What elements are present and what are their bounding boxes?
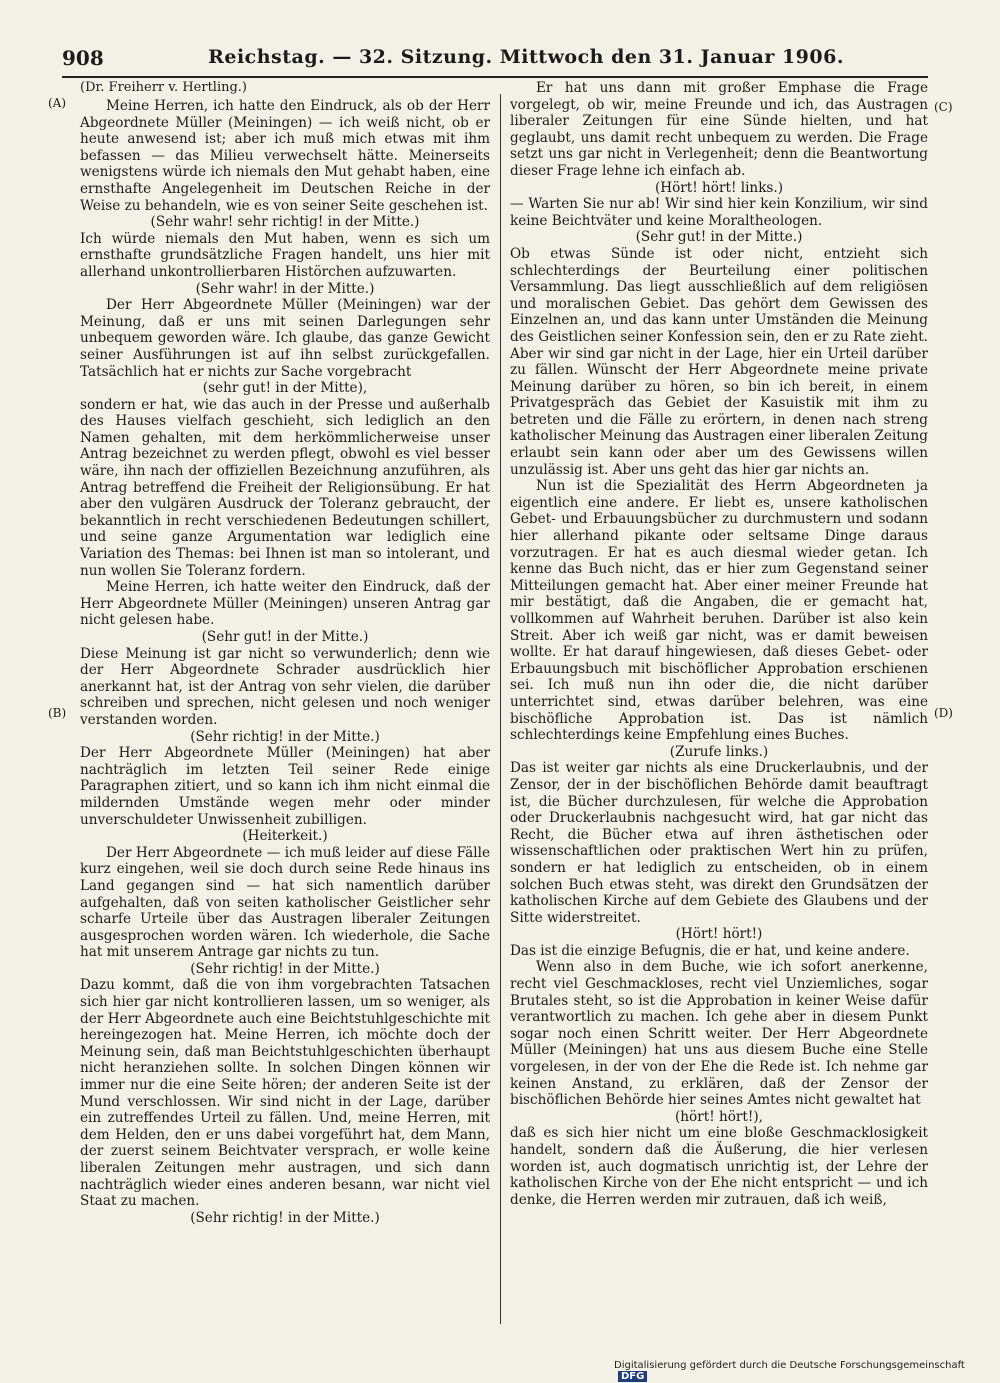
column-divider <box>500 94 501 1324</box>
paragraph: Dazu kommt, daß die von ihm vorgebrachten Tatsachen sich hier gar nicht kontrollieren lassen, um so weniger, als der Herr Abgeordnete auch eine Beichtstuhlgeschichte mit hereingezogen hat. Meine Herren, ich möchte doch der Meinung sein, daß man Beichtstuhlgeschichten überhaupt nicht heranziehen sollte. In solchen Dingen können wir immer nur die eine Seite hören; der anderen Seite ist der Mund verschlossen. Wir sind nicht in der Lage, darüber ein zutreffendes Urteil zu fällen. Und, meine Herren, mit dem Helden, den er uns dabei vorgeführt hat, dem Mann, der zuerst seinem Beichtvater versprach, er wolle keine liberalen Zeitungen mehr austragen, und sich dann nachträglich wieder eines anderen besann, war nicht viel Staat zu machen. <box>80 977 490 1210</box>
interjection: (hört! hört!), <box>675 1108 763 1125</box>
paragraph: Er hat uns dann mit großer Emphase die Frage vorgelegt, ob wir, meine Freunde und ich, das Austragen liberaler Zeitungen für eine Sünde hielten, und hat geglaubt, uns damit recht unbequem zu werden. Die Frage setzt uns gar nicht in Verlegenheit; denn die Beantwortung dieser Frage lehne ich einfach ab. <box>510 80 928 179</box>
right-column <box>510 80 928 1208</box>
interjection: (Zurufe links.) <box>669 743 769 760</box>
interjection: (sehr gut! in der Mitte), <box>202 380 368 397</box>
paragraph: Meine Herren, ich hatte weiter den Eindruck, daß der Herr Abgeordnete Müller (Meiningen) unseren Antrag gar nicht gelesen habe. <box>80 579 490 629</box>
paragraph: Meine Herren, ich hatte den Eindruck, als ob der Herr Abgeordnete Müller (Meiningen) — ich weiß nicht, ob er heute anwesend ist; aber ich muß mich etwas mit ihm befassen — das Milieu verwechselt hätte. Meinerseits wenigstens würde ich niemals den Mut gehabt haben, eine ernsthafte Angelegenheit im Deutschen Reiche in der Weise zu behandeln, wie es von seiner Seite geschehen ist. <box>80 98 490 214</box>
margin-mark-c: (C) <box>934 100 953 114</box>
paragraph: Ob etwas Sünde ist oder nicht, entzieht sich schlechterdings der Beurteilung einer politischen Versammlung. Das liegt ausschließlich auf dem religiösen und moralischen Gebiet. Das gehört dem Gewissen des Einzelnen an, und das kann unter Umständen die Meinung des Geistlichen seiner Konfession sein, den er zu Rate zieht. Aber wir sind gar nicht in der Lage, hier ein Urteil darüber zu fällen. Wünscht der Herr Abgeordnete meine private Meinung darüber zu hören, so bin ich bereit, in einem Privatgespräch das Gebiet der Kasuistik mit ihm zu betreten und die Fälle zu erörtern, in denen nach streng katholischer Meinung das Austragen einer liberalen Zeitung erlaubt sein kann oder aber um des Gewissens willen unzulässig ist. Aber uns geht das hier gar nichts an. <box>510 245 928 478</box>
interjection: (Hört! hört! links.) <box>654 179 784 196</box>
paragraph: Diese Meinung ist gar nicht so verwunderlich; denn wie der Herr Abgeordnete Schrader ausdrücklich hier anerkannt hat, ist der Antrag von sehr vielen, die darüber schreiben und sprechen, nicht gelesen und noch weniger verstanden worden. <box>80 645 490 728</box>
interjection: (Heiterkeit.) <box>242 828 328 845</box>
paragraph: daß es sich hier nicht um eine bloße Geschmacklosigkeit handelt, sondern daß die Äußerung, die hier verlesen worden ist, auch dogmatisch unrichtig ist, der Lehre der katholischen Kirche von der Ehe nicht entspricht — und ich denke, die Herren werden mir zutrauen, daß ich weiß, <box>510 1125 928 1208</box>
paragraph: Wenn also in dem Buche, wie ich sofort anerkenne, recht viel Geschmackloses, recht viel Unziemliches, sogar Brutales steht, so ist die Approbation in keiner Weise dafür verantwortlich zu machen. Ich gehe aber in diesem Punkt sogar noch einen Schritt weiter. Der Herr Abgeordnete Müller (Meiningen) hat uns aus diesem Buche eine Stelle vorgelesen, in der von der Ehe die Rede ist. Ich nehme gar keinen Anstand, zu erklären, daß der Zensor der bischöflichen Behörde hier seines Amtes nicht gewaltet hat <box>510 959 928 1109</box>
margin-mark-a: (A) <box>48 96 67 110</box>
paragraph: Nun ist die Spezialität des Herrn Abgeordneten ja eigentlich eine andere. Er liebt es, unsere katholischen Gebet- und Erbauungsbücher zu durchmustern und sodann hier allerhand pikante oder seltsame Dinge daraus vorzutragen. Er hat es auch diesmal wieder getan. Ich kenne das Buch nicht, das er hier zum Gegenstand seiner Mitteilungen gemacht hat. Aber einer meiner Freunde hat mir bestätigt, daß die Angaben, die er gemacht hat, vollkommen auf Wahrheit beruhen. Darüber ist also kein Streit. Aber ich weiß gar nicht, was er damit beweisen wollte. Er hat darauf hingewiesen, daß dieses Gebet- oder Erbauungsbuch mit bischöflicher Approbation erschienen sei. Ich muß nun ihn oder die, die nicht darüber unterrichtet sind, etwas darüber belehren, was eine bischöfliche Approbation ist. Das ist nämlich schlechterdings keine Empfehlung eines Buches. <box>510 478 928 744</box>
paragraph: Der Herr Abgeordnete — ich muß leider auf diese Fälle kurz eingehen, weil sie doch durch seine Rede hinaus ins Land gegangen sind — hat sich namentlich darüber aufgehalten, daß von seiten katholischer Geistlicher sehr scharfe Urteile über das Austragen liberaler Zeitungen ausgesprochen worden wären. Ich wiederhole, die Sache hat mit unserem Antrage gar nichts zu tun. <box>80 844 490 961</box>
interjection: (Sehr richtig! in der Mitte.) <box>190 960 380 977</box>
paragraph: sondern er hat, wie das auch in der Presse und außerhalb des Hauses vielfach geschieht, sich lediglich an den Namen gehalten, mit dem herkömmlicherweise unser Antrag bezeichnet zu werden pflegt, obwohl es viel besser wäre, ihn nach der offiziellen Bezeichnung anzuführen, als Antrag betreffend die Freiheit der Religionsübung. Er hat aber den vulgären Ausdruck der Toleranz gebraucht, der bekanntlich in recht verschiedenen Bedeutungen schillert, und seine ganze Argumentation war lediglich eine Variation des Themas: bei Ihnen ist man so intolerant, und nun wollen Sie Toleranz fordern. <box>80 396 490 579</box>
interjection: (Sehr richtig! in der Mitte.) <box>190 1209 380 1226</box>
dfg-logo: DFG <box>618 1371 647 1382</box>
header-rule <box>62 76 928 78</box>
paragraph: Ich würde niemals den Mut haben, wenn es sich um ernsthafte grundsätzliche Fragen handelt, uns hier mit allerhand unkontrollierbaren Histörchen aufzuwarten. <box>80 230 490 280</box>
paragraph: Der Herr Abgeordnete Müller (Meiningen) war der Meinung, daß er uns mit seinen Darlegungen sehr unbequem geworden wäre. Ich glaube, das ganze Gewicht seiner Ausführungen ist auf ihn selbst zurückgefallen. Tatsächlich hat er nichts zur Sache vorgebracht <box>80 297 490 380</box>
page-header <box>62 46 928 74</box>
page-number: 908 <box>62 46 104 70</box>
paragraph: Der Herr Abgeordnete Müller (Meiningen) hat aber nachträglich im letzten Teil seiner Rede einige Paragraphen zitiert, und so kann ich ihm nicht einmal die mildernden Umstände wegen mehr oder minder unverschuldeter Unwissenheit zubilligen. <box>80 745 490 828</box>
digitization-credit <box>614 1360 1000 1382</box>
interjection: (Sehr gut! in der Mitte.) <box>635 229 803 246</box>
running-title: Reichstag. — 32. Sitzung. Mittwoch den 31. Januar 1906. <box>208 46 844 68</box>
paragraph: — Warten Sie nur ab! Wir sind hier kein Konzilium, wir sind keine Beichtväter und keine Moraltheologen. <box>510 196 928 229</box>
left-column <box>80 80 490 1226</box>
interjection: (Sehr gut! in der Mitte.) <box>201 629 369 645</box>
interjection: (Hört! hört!) <box>675 926 763 943</box>
margin-mark-d: (D) <box>934 706 953 720</box>
speaker-label: (Dr. Freiherr v. Hertling.) <box>80 80 248 95</box>
interjection: (Sehr wahr! sehr richtig! in der Mitte.) <box>150 214 420 231</box>
credit-text: Digitalisierung gefördert durch die Deutsche Forschungsgemeinschaft <box>614 1360 965 1371</box>
interjection: (Sehr wahr! in der Mitte.) <box>195 280 375 297</box>
margin-mark-b: (B) <box>48 706 67 720</box>
paragraph: Das ist weiter gar nichts als eine Druckerlaubnis, und der Zensor, der in der bischöflichen Behörde damit beauftragt ist, die Bücher durchzulesen, für welche die Approbation oder Druckerlaubnis nachgesucht wird, hat gar nicht das Recht, die Bücher etwa auf ihren ästhetischen oder wissenschaftlichen oder praktischen Wert hin zu prüfen, sondern er hat lediglich zu entscheiden, ob in einem solchen Buch etwas steht, was direkt den Grundsätzen der katholischen Kirche auf dem Gebiete des Glaubens und der Sitte widerstreitet. <box>510 760 928 926</box>
interjection: (Sehr richtig! in der Mitte.) <box>190 728 380 745</box>
paragraph: Das ist die einzige Befugnis, die er hat, und keine andere. <box>510 942 910 959</box>
